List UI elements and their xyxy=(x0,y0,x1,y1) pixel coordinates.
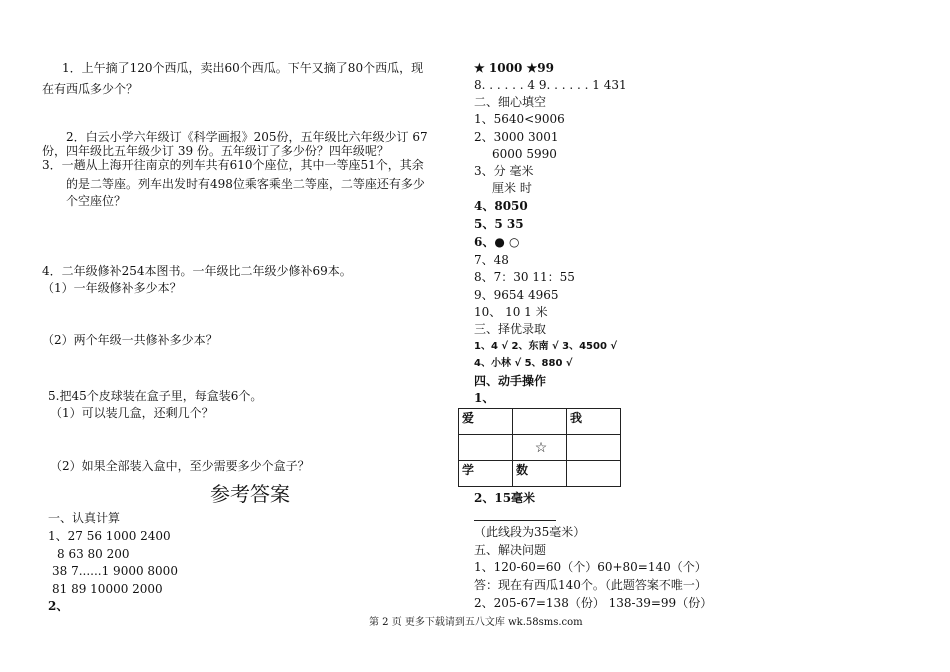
s2-item4: 4、8050 xyxy=(474,199,528,213)
q4-line1: 4．二年级修补254本图书。一年级比二年级少修补69本。 xyxy=(42,264,352,278)
s4-item2: 2、15毫米 xyxy=(474,491,536,505)
s5-item2: 2、205-67=138（份） 138-39=99（份） xyxy=(474,596,713,610)
s2-item5: 5、5 35 xyxy=(474,217,524,231)
section3-title: 三、择优录取 xyxy=(474,322,547,336)
q1-line1: 1．上午摘了120个西瓜，卖出60个西瓜。下午又摘了80个西瓜，现 xyxy=(62,61,424,75)
q5-line1: 5.把45个皮球装在盒子里，每盒装6个。 xyxy=(48,389,263,403)
q4-sub2: （2）两个年级一共修补多少本？ xyxy=(42,333,218,347)
s2-item2a: 2、3000 3001 xyxy=(474,130,559,144)
section1-row4: 81 89 10000 2000 xyxy=(52,582,163,596)
q3-line1: 3．一趟从上海开往南京的列车共有610个座位，其中一等座51个，其余 xyxy=(42,158,424,172)
section1-row1: 1、27 56 1000 2400 xyxy=(48,529,171,543)
answer-title: 参考答案 xyxy=(210,482,290,506)
q5-sub1: （1）可以装几盒，还剩几个？ xyxy=(50,406,214,420)
q1-line2: 在有西瓜多少个？ xyxy=(42,82,139,96)
grid-cell xyxy=(459,435,513,461)
right-ellipsis-line: 8. . . . . . 4 9. . . . . . 1 431 xyxy=(474,78,627,92)
s2-item3a: 3、分 毫米 xyxy=(474,164,534,178)
s4-note: （此线段为35毫米） xyxy=(474,525,586,539)
grid-cell xyxy=(567,461,621,487)
grid-cell xyxy=(513,409,567,435)
s2-item7: 7、48 xyxy=(474,253,509,267)
s2-item1: 1、5640<9006 xyxy=(474,112,565,126)
section1-title: 一、认真计算 xyxy=(48,511,121,525)
grid-cell: 爱 xyxy=(459,409,513,435)
line-segment xyxy=(474,520,556,521)
q4-sub1: （1）一年级修补多少本？ xyxy=(42,281,182,295)
q5-sub2: （2）如果全部装入盒中，至少需要多少个盒子？ xyxy=(50,459,310,473)
section2-title: 二、细心填空 xyxy=(474,95,547,109)
s2-item6: 6、● ○ xyxy=(474,235,520,249)
s3-line2: 4、小林 √ 5、880 √ xyxy=(474,358,573,369)
s5-answer1: 答：现在有西瓜140个。（此题答案不唯一） xyxy=(474,578,707,592)
grid-cell: 我 xyxy=(567,409,621,435)
section1-row5: 2、 xyxy=(48,599,69,613)
grid-cell: 数 xyxy=(513,461,567,487)
q3-line2: 的是二等座。列车出发时有498位乘客乘坐二等座，二等座还有多少 xyxy=(66,177,425,191)
q3-line3: 个空座位？ xyxy=(66,194,127,208)
grid-cell xyxy=(567,435,621,461)
grid-cell-star: ☆ xyxy=(513,435,567,461)
s2-item3b: 厘米 时 xyxy=(492,181,532,195)
character-grid xyxy=(458,408,621,487)
s2-item8: 8、7：30 11：55 xyxy=(474,270,575,284)
s3-line1: 1、4 √ 2、东南 √ 3、4500 √ xyxy=(474,341,618,352)
right-star-line: ★ 1000 ★99 xyxy=(474,61,554,75)
page-footer: 第 2 页 更多下载请到五八文库 wk.58sms.com xyxy=(369,617,583,628)
section4-title: 四、动手操作 xyxy=(474,374,547,388)
s2-item2b: 6000 5990 xyxy=(492,147,557,161)
q2-line2: 份，四年级比五年级少订 39 份。五年级订了多少份？四年级呢？ xyxy=(42,144,389,158)
s2-item10: 10、 10 1 米 xyxy=(474,305,548,319)
section5-title: 五、解决问题 xyxy=(474,543,547,557)
s2-item9: 9、9654 4965 xyxy=(474,288,559,302)
section1-row3: 38 7......1 9000 8000 xyxy=(52,564,178,578)
s4-item1: 1、 xyxy=(474,391,495,405)
section1-row2: 8 63 80 200 xyxy=(57,547,130,561)
s5-item1: 1、120-60=60（个）60+80=140（个） xyxy=(474,560,707,574)
grid-cell: 学 xyxy=(459,461,513,487)
q2-line1: 2．白云小学六年级订《科学画报》205份，五年级比六年级少订 67 xyxy=(66,130,428,144)
